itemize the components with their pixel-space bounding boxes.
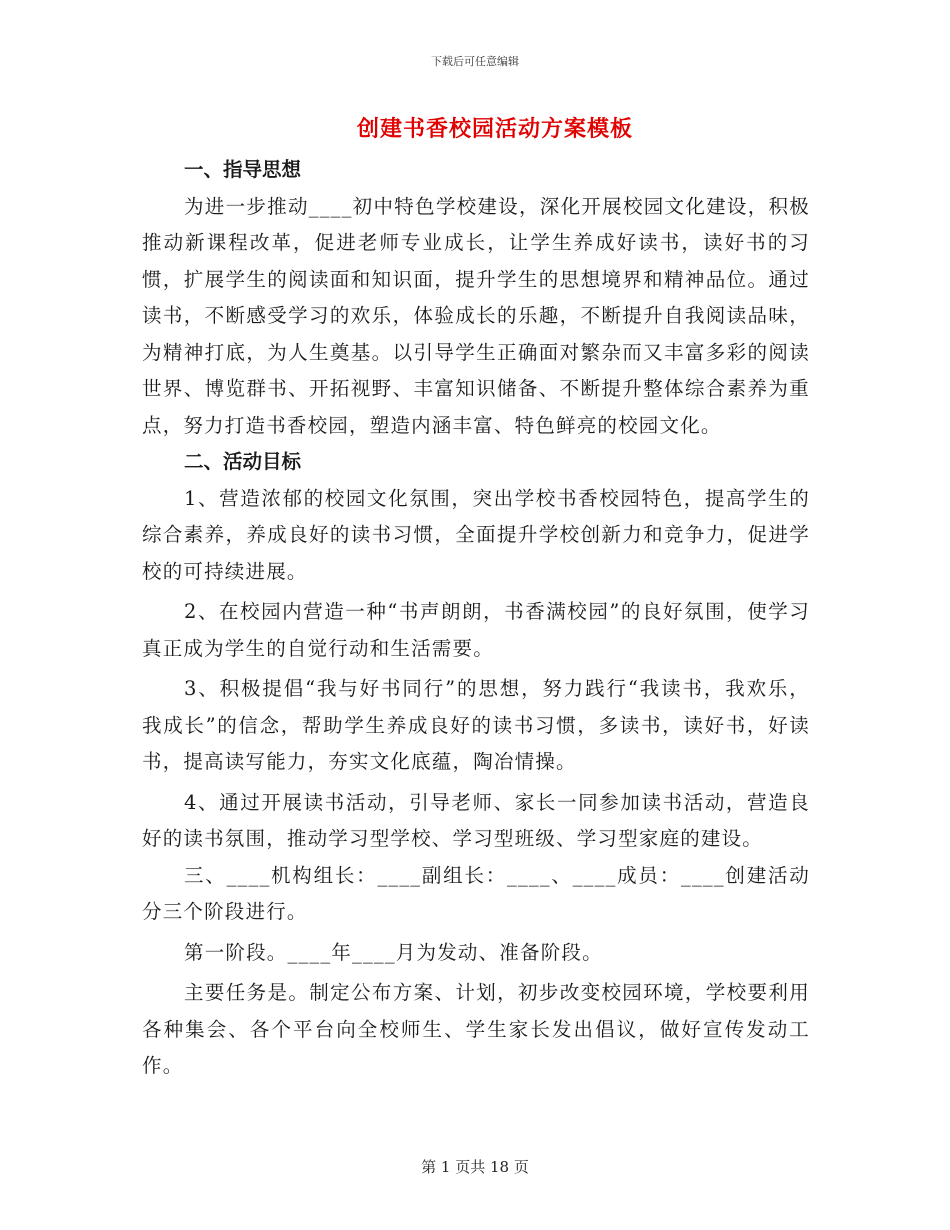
paragraph-goal-1: 1、营造浓郁的校园文化氛围，突出学校书香校园特色，提高学生的综合素养，养成良好的读书习惯，全面提升学校创新力和竞争力，促进学校的可持续进展。	[142, 486, 810, 583]
section-heading-guiding-ideology: 一、指导思想	[184, 158, 302, 181]
paragraph-organization: 三、____机构组长：____副组长：____、____成员：____创建活动分三个阶段进行。	[142, 863, 810, 923]
document-title: 创建书香校园活动方案模板	[356, 116, 633, 142]
document-body	[142, 152, 810, 1085]
section-heading-activity-goals: 二、活动目标	[184, 450, 302, 473]
header-note: 下载后可任意编辑	[431, 55, 519, 68]
paragraph-guiding-ideology: 为进一步推动____初中特色学校建设，深化开展校园文化建设，积极推动新课程改革，促进老师专业成长，让学生养成好读书，读好书的习惯，扩展学生的阅读面和知识面，提升学生的思想境界和精神品位。通过读书，不断感受学习的欢乐，体验成长的乐趣，不断提升自我阅读品味，为精神打底，为人生奠基。以引导学生正确面对繁杂而又丰富多彩的阅读世界、博览群书、开拓视野、丰富知识储备、不断提升整体综合素养为重点，努力打造书香校园，塑造内涵丰富、特色鲜亮的校园文化。	[142, 194, 810, 437]
page-number-footer: 第 1 页共 18 页	[421, 1158, 529, 1176]
paragraph-goal-2: 2、在校园内营造一种“书声朗朗，书香满校园”的良好氛围，使学习真正成为学生的自觉行动和生活需要。	[142, 600, 810, 660]
paragraph-phase-one: 第一阶段。____年____月为发动、准备阶段。	[184, 940, 603, 964]
paragraph-main-tasks: 主要任务是。制定公布方案、计划，初步改变校园环境，学校要利用各种集会、各个平台向全校师生、学生家长发出倡议，做好宣传发动工作。	[142, 981, 810, 1077]
paragraph-goal-4: 4、通过开展读书活动，引导老师、家长一同参加读书活动，营造良好的读书氛围，推动学习型学校、学习型班级、学习型家庭的建设。	[142, 790, 810, 850]
paragraph-goal-3: 3、积极提倡“我与好书同行”的思想，努力践行“我读书，我欢乐，我成长”的信念，帮助学生养成良好的读书习惯，多读书，读好书，好读书，提高读写能力，夯实文化底蕴，陶冶情操。	[142, 677, 810, 773]
